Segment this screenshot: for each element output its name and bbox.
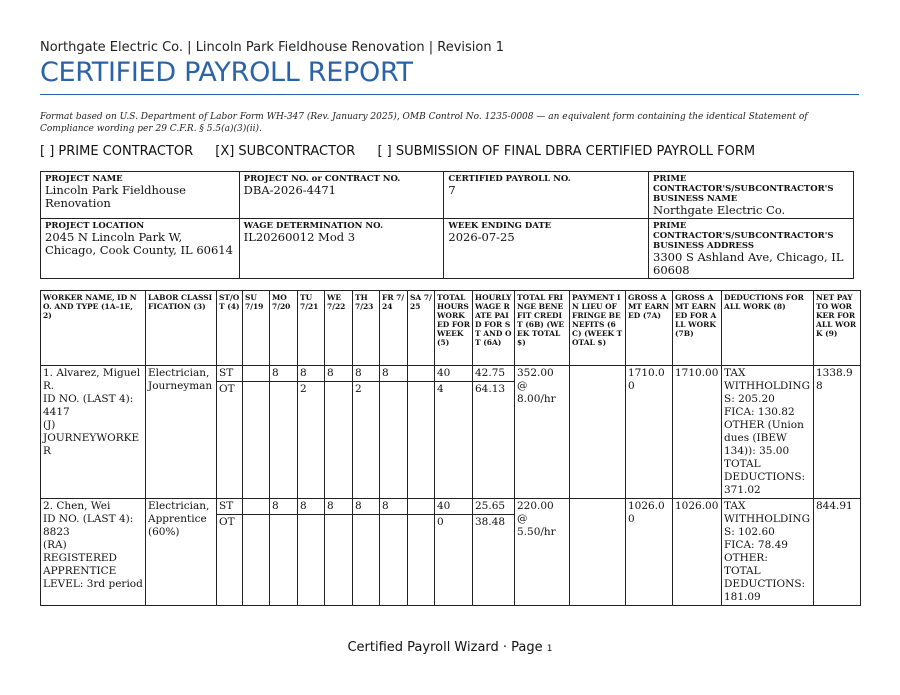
footer-text: Certified Payroll Wizard · Page [347, 640, 543, 655]
col-hourly-rate: HOURLY WAGE RATE PAID FOR ST AND OT (6A) [473, 291, 515, 366]
wage-determination-cell [239, 219, 444, 279]
subcontractor-checkbox[interactable]: [X] SUBCONTRACTOR [215, 144, 356, 159]
deductions-cell: TAX WITHHOLDINGS: 205.20 FICA: 130.82 OTHER (Union dues (IBEW 134)): 35.00 TOTAL DEDUCTIONS: 371.02 [722, 366, 814, 499]
col-day-6: FR 7/24 [380, 291, 408, 366]
worker-cell: 1. Alvarez, Miguel R. ID NO. (LAST 4): 4417 (J) JOURNEYWORKER [41, 366, 146, 499]
hours-cell [408, 382, 435, 499]
business-name-cell [649, 172, 854, 219]
project-no: DBA-2026-4471 [243, 183, 336, 197]
project-info-table [40, 171, 854, 279]
st-label: ST [217, 499, 243, 515]
field-label: PROJECT NAME [45, 174, 123, 184]
field-label: WEEK ENDING DATE [448, 221, 552, 231]
page-number: 1 [546, 644, 553, 654]
wage-determination: IL20260012 Mod 3 [243, 230, 356, 244]
payroll-table [40, 290, 861, 606]
hours-cell: 8 [380, 366, 408, 382]
rate-cell: 38.48 [473, 515, 515, 606]
payroll-no-cell [444, 172, 649, 219]
net-pay-cell: 844.91 [814, 499, 861, 606]
field-label: PRIME CONTRACTOR'S/SUBCONTRACTOR'S BUSINESS ADDRESS [653, 221, 834, 251]
business-address: 3300 S Ashland Ave, Chicago, IL 60608 [653, 250, 844, 277]
rate-cell: 25.65 [473, 499, 515, 515]
hours-cell: 8 [353, 366, 380, 382]
hours-cell [408, 515, 435, 606]
hours-cell [380, 515, 408, 606]
field-label: CERTIFIED PAYROLL NO. [448, 174, 571, 184]
table-row [41, 366, 861, 382]
hours-cell: 8 [380, 499, 408, 515]
fringe-lieu-cell [570, 366, 626, 499]
hours-cell: 8 [325, 366, 353, 382]
col-day-2: MO 7/20 [270, 291, 298, 366]
hours-cell [408, 366, 435, 382]
hours-cell [408, 499, 435, 515]
company-project-line: Northgate Electric Co. | Lincoln Park Fieldhouse Renovation | Revision 1 [40, 40, 505, 55]
final-submission-checkbox[interactable]: [ ] SUBMISSION OF FINAL DBRA CERTIFIED PAYROLL FORM [377, 144, 756, 159]
fringe-credit-cell: 352.00 @ 8.00/hr [515, 366, 570, 499]
field-label: PROJECT LOCATION [45, 221, 145, 231]
format-note: Format based on U.S. Department of Labor Form WH-347 (Rev. January 2025), OMB Control No. 1235-0008 — an equivalent form containing the identical Statement of Compliance wording per 29 C.F.R. § 5.5(a)(3)(ii). [40, 112, 808, 134]
net-pay-cell: 1338.98 [814, 366, 861, 499]
hours-cell [270, 515, 298, 606]
hours-cell: 8 [270, 499, 298, 515]
col-day-3: TU 7/21 [298, 291, 325, 366]
hours-cell: 8 [270, 366, 298, 382]
ot-label: OT [217, 515, 243, 606]
classification-cell: Electrician, Apprentice (60%) [146, 499, 217, 606]
hours-cell [243, 499, 270, 515]
hours-cell [270, 382, 298, 499]
col-day-7: SA 7/25 [408, 291, 435, 366]
table-row [41, 499, 861, 515]
week-ending-date: 2026-07-25 [448, 230, 515, 244]
hours-cell [243, 515, 270, 606]
gross-7a-cell: 1710.00 [626, 366, 673, 499]
rate-cell: 42.75 [473, 366, 515, 382]
col-deductions: DEDUCTIONS FOR ALL WORK (8) [722, 291, 814, 366]
project-location: 2045 N Lincoln Park W, Chicago, Cook County, IL 60614 [45, 230, 233, 257]
page-title: CERTIFIED PAYROLL REPORT [40, 57, 413, 88]
rate-cell: 64.13 [473, 382, 515, 499]
project-location-cell [41, 219, 240, 279]
field-label: WAGE DETERMINATION NO. [243, 221, 384, 231]
week-ending-cell [444, 219, 649, 279]
col-classification: LABOR CLASSIFICATION (3) [146, 291, 217, 366]
total-hours-cell: 40 [435, 499, 473, 515]
col-net-pay: NET PAY TO WORKER FOR ALL WORK (9) [814, 291, 861, 366]
hours-cell: 8 [298, 499, 325, 515]
worker-cell: 2. Chen, Wei ID NO. (LAST 4): 8823 (RA) REGISTERED APPRENTICE LEVEL: 3rd period [41, 499, 146, 606]
business-address-cell [649, 219, 854, 279]
project-name-cell [41, 172, 240, 219]
project-name: Lincoln Park Fieldhouse Renovation [45, 183, 186, 210]
fringe-lieu-cell [570, 499, 626, 606]
col-fringe-credit: TOTAL FRINGE BENEFIT CREDIT (6B) (WEEK TOTAL $) [515, 291, 570, 366]
hours-cell: 8 [298, 366, 325, 382]
col-st-ot: ST/OT (4) [217, 291, 243, 366]
hours-cell: 8 [325, 499, 353, 515]
gross-7b-cell: 1026.00 [673, 499, 722, 606]
col-day-4: WE 7/22 [325, 291, 353, 366]
col-day-1: SU 7/19 [243, 291, 270, 366]
col-gross-7a: GROSS AMT EARNED (7A) [626, 291, 673, 366]
hours-cell: 2 [298, 382, 325, 499]
gross-7a-cell: 1026.00 [626, 499, 673, 606]
hours-cell [243, 382, 270, 499]
col-total-hours: TOTAL HOURS WORKED FOR WEEK (5) [435, 291, 473, 366]
field-label: PRIME CONTRACTOR'S/SUBCONTRACTOR'S BUSINESS NAME [653, 174, 834, 204]
hours-cell [380, 382, 408, 499]
hours-cell [325, 515, 353, 606]
title-divider [40, 94, 859, 95]
col-gross-7b: GROSS AMT EARNED FOR ALL WORK (7B) [673, 291, 722, 366]
gross-7b-cell: 1710.00 [673, 366, 722, 499]
page-footer [40, 640, 860, 655]
payroll-no: 7 [448, 183, 456, 197]
business-name: Northgate Electric Co. [653, 203, 786, 217]
contractor-type-checkboxes [40, 144, 773, 159]
col-worker: WORKER NAME, ID NO. AND TYPE (1A–1E, 2) [41, 291, 146, 366]
total-hours-cell: 4 [435, 382, 473, 499]
col-day-5: TH 7/23 [353, 291, 380, 366]
prime-contractor-checkbox[interactable]: [ ] PRIME CONTRACTOR [40, 144, 194, 159]
total-hours-cell: 40 [435, 366, 473, 382]
hours-cell [353, 515, 380, 606]
project-no-cell [239, 172, 444, 219]
st-label: ST [217, 366, 243, 382]
total-hours-cell: 0 [435, 515, 473, 606]
payroll-header-row [41, 291, 861, 366]
field-label: PROJECT NO. or CONTRACT NO. [243, 174, 401, 184]
hours-cell [243, 366, 270, 382]
classification-cell: Electrician, Journeyman [146, 366, 217, 499]
deductions-cell: TAX WITHHOLDINGS: 102.60 FICA: 78.49 OTHER: TOTAL DEDUCTIONS: 181.09 [722, 499, 814, 606]
ot-label: OT [217, 382, 243, 499]
hours-cell [298, 515, 325, 606]
hours-cell [325, 382, 353, 499]
fringe-credit-cell: 220.00 @ 5.50/hr [515, 499, 570, 606]
hours-cell: 8 [353, 499, 380, 515]
hours-cell: 2 [353, 382, 380, 499]
col-fringe-lieu: PAYMENT IN LIEU OF FRINGE BENEFITS (6C) (WEEK TOTAL $) [570, 291, 626, 366]
